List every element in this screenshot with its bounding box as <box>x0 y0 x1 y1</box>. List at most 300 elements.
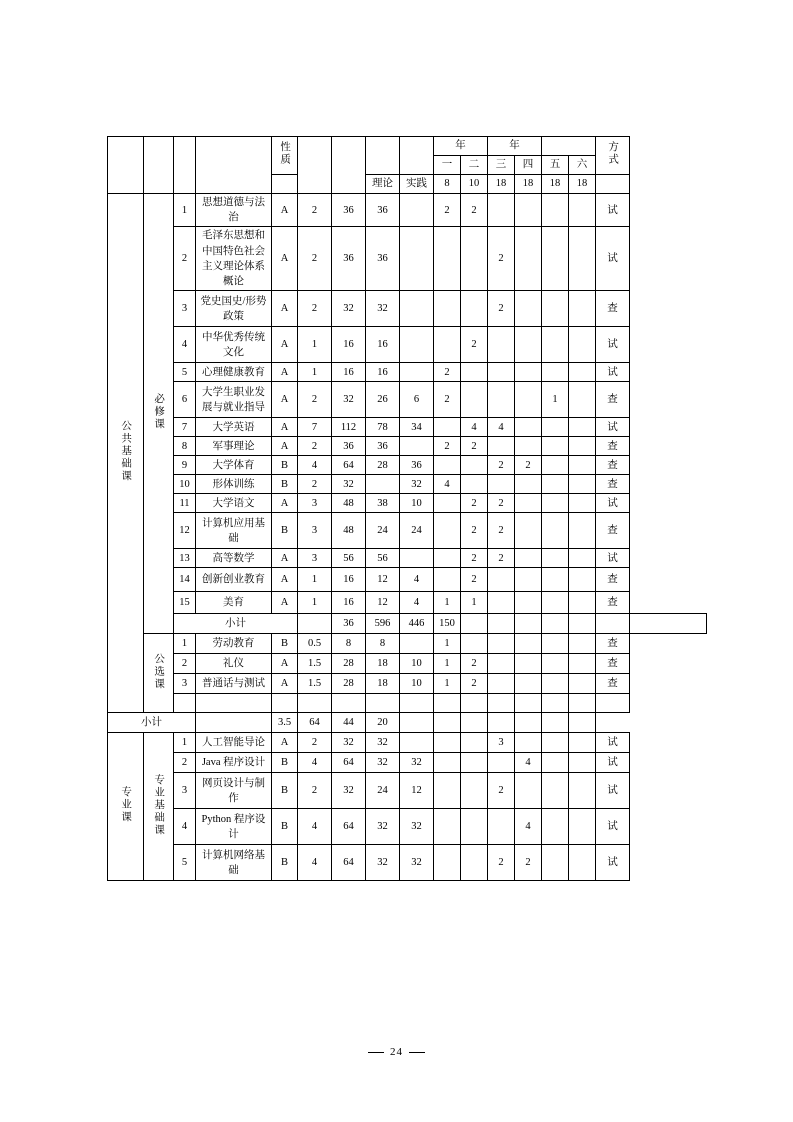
course-term-2 <box>461 291 488 327</box>
course-mode: 试 <box>596 363 630 382</box>
course-theory-hours: 24 <box>366 513 400 549</box>
course-term-5 <box>542 194 569 227</box>
header-term-3: 三 <box>488 156 515 175</box>
course-term-3 <box>488 674 515 694</box>
course-term-4 <box>515 733 542 753</box>
course-term-3: 2 <box>488 227 515 291</box>
course-credit: 1.5 <box>298 674 332 694</box>
course-theory-hours: 78 <box>366 418 400 437</box>
course-term-2: 2 <box>461 549 488 568</box>
course-term-5 <box>542 437 569 456</box>
course-term-2 <box>461 809 488 845</box>
course-practice-hours: 10 <box>400 674 434 694</box>
course-term-2 <box>461 733 488 753</box>
course-credit: 3 <box>298 494 332 513</box>
course-term-3 <box>488 437 515 456</box>
subtotal-total-hours: 596 <box>366 614 400 634</box>
course-total-hours: 28 <box>332 654 366 674</box>
course-credit: 2 <box>298 227 332 291</box>
table-row <box>108 494 707 513</box>
subgroup-required <box>144 194 174 634</box>
table-row-blank <box>108 694 707 713</box>
row-no: 9 <box>174 456 196 475</box>
course-term-2 <box>461 753 488 773</box>
course-term-3 <box>488 654 515 674</box>
course-name: 党史国史/形势政策 <box>196 291 272 327</box>
table-row <box>108 291 707 327</box>
course-term-2 <box>461 475 488 494</box>
subtotal-practice-hours: 20 <box>366 713 400 733</box>
course-term-2 <box>461 382 488 418</box>
row-no: 1 <box>174 634 196 654</box>
course-credit: 2 <box>298 291 332 327</box>
course-name: 大学体育 <box>196 456 272 475</box>
course-term-1: 1 <box>434 674 461 694</box>
course-name: 普通话与测试 <box>196 674 272 694</box>
course-term-1: 2 <box>434 437 461 456</box>
course-mode: 查 <box>596 674 630 694</box>
course-term-5 <box>542 694 569 713</box>
course-total-hours: 16 <box>332 363 366 382</box>
course-term-2: 1 <box>461 592 488 614</box>
course-term-6 <box>569 809 596 845</box>
table-row <box>108 437 707 456</box>
course-term-1: 4 <box>434 475 461 494</box>
course-theory-hours: 12 <box>366 568 400 592</box>
course-credit: 0.5 <box>298 634 332 654</box>
course-theory-hours: 26 <box>366 382 400 418</box>
group-major <box>108 733 144 881</box>
subgroup-public-elective <box>144 634 174 713</box>
row-no: 2 <box>174 654 196 674</box>
header-week-3: 18 <box>488 175 515 194</box>
course-term-1 <box>434 227 461 291</box>
course-credit: 1 <box>298 327 332 363</box>
course-total-hours: 16 <box>332 592 366 614</box>
course-term-6 <box>569 549 596 568</box>
header-term-6: 六 <box>569 156 596 175</box>
course-total-hours: 64 <box>332 753 366 773</box>
course-nature: A <box>272 494 298 513</box>
course-theory-hours: 16 <box>366 327 400 363</box>
course-nature: B <box>272 475 298 494</box>
course-term-5 <box>542 513 569 549</box>
course-total-hours: 48 <box>332 494 366 513</box>
course-term-2: 2 <box>461 674 488 694</box>
course-theory-hours: 18 <box>366 674 400 694</box>
table-row <box>108 733 707 753</box>
course-term-1: 1 <box>434 634 461 654</box>
course-term-4: 4 <box>515 809 542 845</box>
course-term-5 <box>542 753 569 773</box>
course-term-6 <box>569 382 596 418</box>
course-mode: 查 <box>596 568 630 592</box>
course-term-4 <box>515 327 542 363</box>
course-term-1: 2 <box>434 363 461 382</box>
course-term-6 <box>569 363 596 382</box>
course-nature: B <box>272 753 298 773</box>
subtotal-total-hours: 64 <box>298 713 332 733</box>
course-term-6 <box>569 773 596 809</box>
header-nature-blank <box>272 175 298 194</box>
header-no-cell <box>174 137 196 194</box>
course-nature: A <box>272 291 298 327</box>
course-nature: A <box>272 194 298 227</box>
course-term-4 <box>515 437 542 456</box>
course-theory-hours: 16 <box>366 363 400 382</box>
course-credit: 2 <box>298 773 332 809</box>
course-theory-hours: 32 <box>366 845 400 881</box>
course-term-1 <box>434 456 461 475</box>
table-row <box>108 513 707 549</box>
subgroup-required-label: 必修课 <box>153 392 165 431</box>
subtotal-term-2 <box>434 713 461 733</box>
course-term-3 <box>488 475 515 494</box>
course-term-5 <box>542 327 569 363</box>
course-name: 计算机应用基础 <box>196 513 272 549</box>
course-name: 礼仪 <box>196 654 272 674</box>
course-mode: 查 <box>596 475 630 494</box>
course-mode: 查 <box>596 456 630 475</box>
course-credit: 3 <box>298 549 332 568</box>
course-nature: A <box>272 327 298 363</box>
table-row <box>108 773 707 809</box>
row-no: 13 <box>174 549 196 568</box>
course-total-hours: 56 <box>332 549 366 568</box>
course-term-6 <box>569 437 596 456</box>
course-practice-hours: 6 <box>400 382 434 418</box>
row-no: 7 <box>174 418 196 437</box>
header-theory-label: 理论 <box>366 175 400 194</box>
course-nature: A <box>272 549 298 568</box>
course-theory-hours: 32 <box>366 733 400 753</box>
row-no: 1 <box>174 194 196 227</box>
course-name: 中华优秀传统文化 <box>196 327 272 363</box>
course-practice-hours: 32 <box>400 475 434 494</box>
course-credit: 4 <box>298 753 332 773</box>
header-nature-label: 性质 <box>279 140 291 166</box>
table-row <box>108 227 707 291</box>
page-number: 24 <box>390 1046 403 1058</box>
course-theory-hours: 38 <box>366 494 400 513</box>
subtotal-term-6 <box>542 713 569 733</box>
course-term-4 <box>515 513 542 549</box>
course-term-6 <box>569 194 596 227</box>
course-total-hours: 8 <box>332 634 366 654</box>
row-no: 5 <box>174 845 196 881</box>
course-name: 大学英语 <box>196 418 272 437</box>
course-term-4 <box>515 418 542 437</box>
course-term-6 <box>569 494 596 513</box>
course-credit: 7 <box>298 418 332 437</box>
course-total-hours: 48 <box>332 513 366 549</box>
header-year-2: 年 <box>488 137 542 156</box>
course-nature: B <box>272 456 298 475</box>
course-term-6 <box>569 568 596 592</box>
table-row <box>108 363 707 382</box>
header-term-2: 二 <box>461 156 488 175</box>
header-nature <box>272 137 298 175</box>
row-no: 3 <box>174 674 196 694</box>
course-term-3: 2 <box>488 494 515 513</box>
course-credit: 4 <box>298 809 332 845</box>
course-term-4 <box>515 634 542 654</box>
course-name: 人工智能导论 <box>196 733 272 753</box>
course-mode: 试 <box>596 845 630 881</box>
course-total-hours: 28 <box>332 674 366 694</box>
row-no: 1 <box>174 733 196 753</box>
course-term-3 <box>488 809 515 845</box>
course-term-4 <box>515 494 542 513</box>
course-term-5 <box>542 592 569 614</box>
course-theory-hours: 32 <box>366 753 400 773</box>
header-year-3 <box>542 137 596 156</box>
course-term-5 <box>542 773 569 809</box>
course-mode: 查 <box>596 634 630 654</box>
subtotal-row-elective <box>108 713 707 733</box>
row-no: 5 <box>174 363 196 382</box>
course-total-hours: 64 <box>332 456 366 475</box>
subtotal-term-4 <box>542 614 569 634</box>
course-term-4: 2 <box>515 456 542 475</box>
course-nature: A <box>272 654 298 674</box>
course-name: Python 程序设计 <box>196 809 272 845</box>
curriculum-table-wrap <box>107 136 707 881</box>
course-term-3: 2 <box>488 513 515 549</box>
course-nature <box>272 694 298 713</box>
header-week-6: 18 <box>569 175 596 194</box>
subtotal-label: 小计 <box>174 614 298 634</box>
course-practice-hours: 36 <box>400 456 434 475</box>
page-footer <box>0 1046 793 1058</box>
course-total-hours: 32 <box>332 291 366 327</box>
course-practice-hours <box>400 549 434 568</box>
course-term-6 <box>569 654 596 674</box>
footer-dash-left <box>368 1052 384 1053</box>
subtotal-label: 小计 <box>108 713 196 733</box>
course-credit: 3 <box>298 513 332 549</box>
course-term-3: 2 <box>488 456 515 475</box>
subtotal-term-5 <box>569 614 596 634</box>
course-term-4: 4 <box>515 753 542 773</box>
header-term-5: 五 <box>542 156 569 175</box>
course-total-hours: 32 <box>332 382 366 418</box>
subtotal-theory-hours: 44 <box>332 713 366 733</box>
course-term-2: 2 <box>461 327 488 363</box>
course-term-1 <box>434 327 461 363</box>
course-term-3 <box>488 694 515 713</box>
course-credit: 2 <box>298 475 332 494</box>
course-term-1 <box>434 694 461 713</box>
course-term-1: 1 <box>434 592 461 614</box>
course-term-6 <box>569 418 596 437</box>
course-credit: 4 <box>298 845 332 881</box>
course-theory-hours: 8 <box>366 634 400 654</box>
course-mode: 查 <box>596 654 630 674</box>
course-term-3 <box>488 382 515 418</box>
course-mode: 试 <box>596 194 630 227</box>
subtotal-credit: 3.5 <box>272 713 298 733</box>
course-credit: 2 <box>298 194 332 227</box>
course-total-hours: 16 <box>332 327 366 363</box>
course-practice-hours: 10 <box>400 654 434 674</box>
course-practice-hours <box>400 634 434 654</box>
course-term-2 <box>461 456 488 475</box>
course-theory-hours: 56 <box>366 549 400 568</box>
header-mode-blank <box>596 175 630 194</box>
subtotal-term-5 <box>515 713 542 733</box>
course-mode: 试 <box>596 327 630 363</box>
course-practice-hours: 32 <box>400 845 434 881</box>
course-term-3: 4 <box>488 418 515 437</box>
header-week-4: 18 <box>515 175 542 194</box>
course-credit: 4 <box>298 456 332 475</box>
course-theory-hours: 24 <box>366 773 400 809</box>
subtotal-term-4 <box>488 713 515 733</box>
subtotal-row-required <box>108 614 707 634</box>
course-credit: 2 <box>298 437 332 456</box>
course-term-4 <box>515 592 542 614</box>
header-week-2: 10 <box>461 175 488 194</box>
course-nature: A <box>272 363 298 382</box>
course-total-hours: 64 <box>332 845 366 881</box>
header-mode-label: 方式 <box>607 140 619 166</box>
course-term-5 <box>542 291 569 327</box>
course-term-1 <box>434 809 461 845</box>
group-major-label: 专业课 <box>120 786 132 824</box>
course-term-2: 2 <box>461 568 488 592</box>
course-term-3: 2 <box>488 773 515 809</box>
row-no: 2 <box>174 227 196 291</box>
header-year-1: 年 <box>434 137 488 156</box>
row-no <box>174 694 196 713</box>
table-row <box>108 674 707 694</box>
course-term-3: 2 <box>488 549 515 568</box>
header-credit-cell <box>298 137 332 194</box>
course-term-2 <box>461 694 488 713</box>
header-course-cell <box>196 137 272 194</box>
course-term-5 <box>542 733 569 753</box>
course-practice-hours <box>400 327 434 363</box>
course-term-5 <box>542 418 569 437</box>
course-term-2: 2 <box>461 654 488 674</box>
course-term-1 <box>434 291 461 327</box>
course-term-6 <box>569 674 596 694</box>
table-row <box>108 456 707 475</box>
course-practice-hours <box>400 194 434 227</box>
header-week-5: 18 <box>542 175 569 194</box>
row-no: 3 <box>174 291 196 327</box>
table-row <box>108 753 707 773</box>
course-theory-hours: 36 <box>366 437 400 456</box>
course-term-5 <box>542 494 569 513</box>
course-practice-hours: 4 <box>400 592 434 614</box>
course-nature: A <box>272 674 298 694</box>
group-public-basic <box>108 194 144 713</box>
course-term-2: 2 <box>461 494 488 513</box>
course-term-1 <box>434 549 461 568</box>
subgroup-public-elective-label: 公选课 <box>153 652 165 690</box>
course-term-2: 4 <box>461 418 488 437</box>
course-credit <box>298 694 332 713</box>
course-term-5 <box>542 456 569 475</box>
course-nature: A <box>272 733 298 753</box>
course-name: 毛泽东思想和中国特色社会主义理论体系概论 <box>196 227 272 291</box>
course-credit: 2 <box>298 733 332 753</box>
course-mode <box>596 694 630 713</box>
course-mode: 查 <box>596 291 630 327</box>
course-term-5: 1 <box>542 382 569 418</box>
subtotal-term-1 <box>461 614 488 634</box>
course-term-1 <box>434 418 461 437</box>
course-term-3 <box>488 753 515 773</box>
course-total-hours <box>332 694 366 713</box>
subtotal-credit: 36 <box>332 614 366 634</box>
course-term-5 <box>542 845 569 881</box>
course-term-1 <box>434 513 461 549</box>
row-no: 11 <box>174 494 196 513</box>
course-term-3 <box>488 568 515 592</box>
table-row <box>108 549 707 568</box>
subtotal-term-2 <box>488 614 515 634</box>
course-name: 美育 <box>196 592 272 614</box>
course-total-hours: 32 <box>332 475 366 494</box>
course-term-6 <box>569 845 596 881</box>
course-name: 劳动教育 <box>196 634 272 654</box>
course-term-4 <box>515 382 542 418</box>
subtotal-term-1 <box>400 713 434 733</box>
course-mode: 试 <box>596 418 630 437</box>
header-term-4: 四 <box>515 156 542 175</box>
course-total-hours: 16 <box>332 568 366 592</box>
subtotal-practice-hours: 150 <box>434 614 461 634</box>
header-group-cell <box>108 137 144 194</box>
course-name: 网页设计与制作 <box>196 773 272 809</box>
course-term-4 <box>515 694 542 713</box>
course-nature: A <box>272 568 298 592</box>
subtotal-theory-hours: 446 <box>400 614 434 634</box>
subtotal-term-3 <box>515 614 542 634</box>
course-term-6 <box>569 634 596 654</box>
course-term-3 <box>488 592 515 614</box>
course-practice-hours <box>400 694 434 713</box>
course-credit: 2 <box>298 382 332 418</box>
row-no: 4 <box>174 809 196 845</box>
course-term-3 <box>488 327 515 363</box>
header-subgroup-cell <box>144 137 174 194</box>
course-nature: B <box>272 513 298 549</box>
course-term-6 <box>569 733 596 753</box>
row-no: 6 <box>174 382 196 418</box>
course-mode: 试 <box>596 753 630 773</box>
course-term-4: 2 <box>515 845 542 881</box>
course-nature: A <box>272 437 298 456</box>
course-mode: 试 <box>596 494 630 513</box>
course-term-3: 2 <box>488 845 515 881</box>
course-name <box>196 694 272 713</box>
group-public-basic-label: 公共基础课 <box>120 419 132 483</box>
table-row <box>108 809 707 845</box>
course-term-1 <box>434 753 461 773</box>
course-term-2: 2 <box>461 513 488 549</box>
course-nature: B <box>272 845 298 881</box>
course-term-4 <box>515 549 542 568</box>
course-term-3 <box>488 363 515 382</box>
course-term-2: 2 <box>461 437 488 456</box>
course-theory-hours: 28 <box>366 456 400 475</box>
course-name: 形体训练 <box>196 475 272 494</box>
course-term-1 <box>434 568 461 592</box>
